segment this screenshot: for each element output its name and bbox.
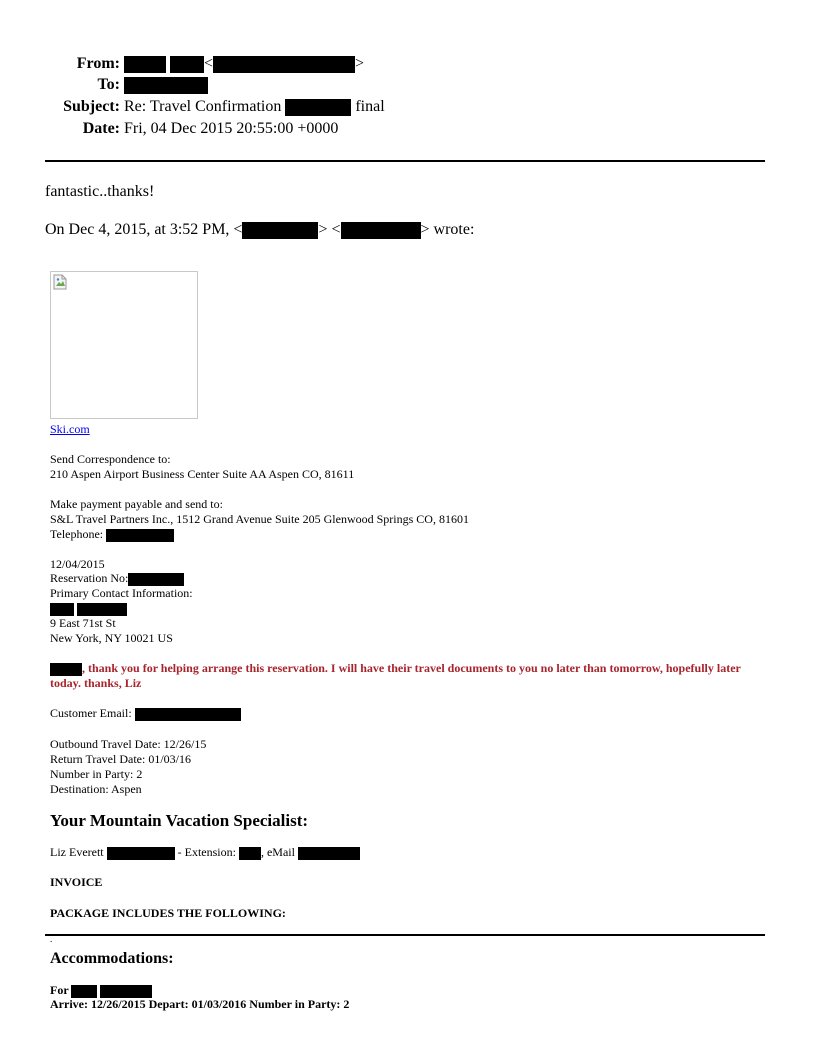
reservation-row [50, 571, 184, 586]
date-value: Fri, 04 Dec 2015 20:55:00 +0000 [124, 120, 339, 137]
subject-prefix: Re: Travel Confirmation [124, 98, 282, 115]
redacted-block [285, 99, 351, 116]
to-label: To: [97, 76, 120, 93]
from-gt: > [355, 55, 365, 72]
accommodation-for-row [50, 983, 152, 998]
for-label: For [50, 983, 69, 997]
correspondence-address: 210 Aspen Airport Business Center Suite AA Aspen CO, 81611 [50, 467, 355, 481]
redacted-block [107, 847, 175, 860]
redacted-block [242, 222, 318, 239]
primary-contact-name [50, 601, 127, 616]
package-divider [45, 934, 765, 936]
redacted-block [77, 603, 127, 616]
accommodations-heading: Accommodations: [50, 950, 174, 967]
telephone-label: Telephone: [50, 527, 104, 541]
return-date: Return Travel Date: 01/03/16 [50, 752, 191, 766]
redacted-block [106, 529, 174, 542]
agent-note-line2: today. thanks, Liz [50, 676, 142, 690]
redacted-block [50, 603, 74, 616]
to-row [0, 75, 816, 95]
outbound-date: Outbound Travel Date: 12/26/15 [50, 737, 207, 751]
from-lt: < [204, 55, 214, 72]
logo-link-row [50, 422, 90, 437]
to-value [124, 75, 208, 94]
redacted-block [341, 222, 421, 239]
agent-note-line1 [50, 661, 741, 676]
extension-label: - Extension: [177, 845, 236, 859]
arrive-depart-line: Arrive: 12/26/2015 Depart: 01/03/2016 Number in Party: 2 [50, 997, 350, 1011]
redacted-block [71, 985, 97, 998]
reservation-date: 12/04/2015 [50, 557, 105, 571]
redacted-block [124, 77, 208, 94]
redacted-block [128, 573, 184, 586]
redacted-block [135, 708, 241, 721]
specialist-name: Liz Everett [50, 845, 104, 859]
address-line1: 9 East 71st St [50, 616, 116, 630]
date-label: Date: [82, 120, 120, 137]
quote-attribution [45, 220, 474, 239]
customer-email-row [50, 706, 241, 721]
from-value [124, 54, 364, 73]
destination: Destination: Aspen [50, 782, 142, 796]
payment-address: S&L Travel Partners Inc., 1512 Grand Avenue Suite 205 Glenwood Springs CO, 81601 [50, 512, 469, 526]
payment-label: Make payment payable and send to: [50, 497, 223, 511]
specialist-row [50, 845, 360, 860]
party-count: Number in Party: 2 [50, 767, 143, 781]
package-includes-heading: PACKAGE INCLUDES THE FOLLOWING: [50, 906, 286, 920]
broken-logo-image [50, 271, 198, 419]
primary-contact-label: Primary Contact Information: [50, 586, 193, 600]
quote-prefix: On Dec 4, 2015, at 3:52 PM, < [45, 221, 243, 238]
redacted-block [100, 985, 152, 998]
correspondence-label: Send Correspondence to: [50, 452, 171, 466]
from-row [0, 54, 816, 74]
subject-suffix: final [355, 98, 385, 115]
customer-email-label: Customer Email: [50, 706, 132, 720]
reservation-label: Reservation No: [50, 571, 129, 585]
address-line2: New York, NY 10021 US [50, 631, 173, 645]
redacted-block [239, 847, 261, 860]
redacted-block [124, 56, 166, 73]
redacted-block [213, 56, 355, 73]
redacted-block [170, 56, 204, 73]
redacted-block [50, 663, 82, 676]
invoice-heading: INVOICE [50, 875, 103, 889]
specialist-heading: Your Mountain Vacation Specialist: [50, 811, 309, 830]
ski-com-link[interactable]: Ski.com [50, 422, 90, 436]
telephone-row [50, 527, 174, 542]
subject-label: Subject: [63, 98, 120, 115]
broken-image-icon [53, 274, 67, 290]
redacted-block [298, 847, 360, 860]
subject-row [0, 97, 816, 117]
quote-mid: > < [318, 221, 341, 238]
quote-suffix: > wrote: [420, 221, 475, 238]
note-text-1: , thank you for helping arrange this reservation. I will have their travel documents to you no later than tomorrow, hopefully later [82, 661, 741, 675]
subject-value [124, 97, 385, 116]
spacer-dot: . [50, 934, 53, 944]
header-divider [45, 160, 765, 162]
date-row [0, 119, 816, 139]
reply-text: fantastic..thanks! [45, 183, 155, 200]
from-label: From: [76, 55, 120, 72]
email-label: , eMail [260, 845, 295, 859]
